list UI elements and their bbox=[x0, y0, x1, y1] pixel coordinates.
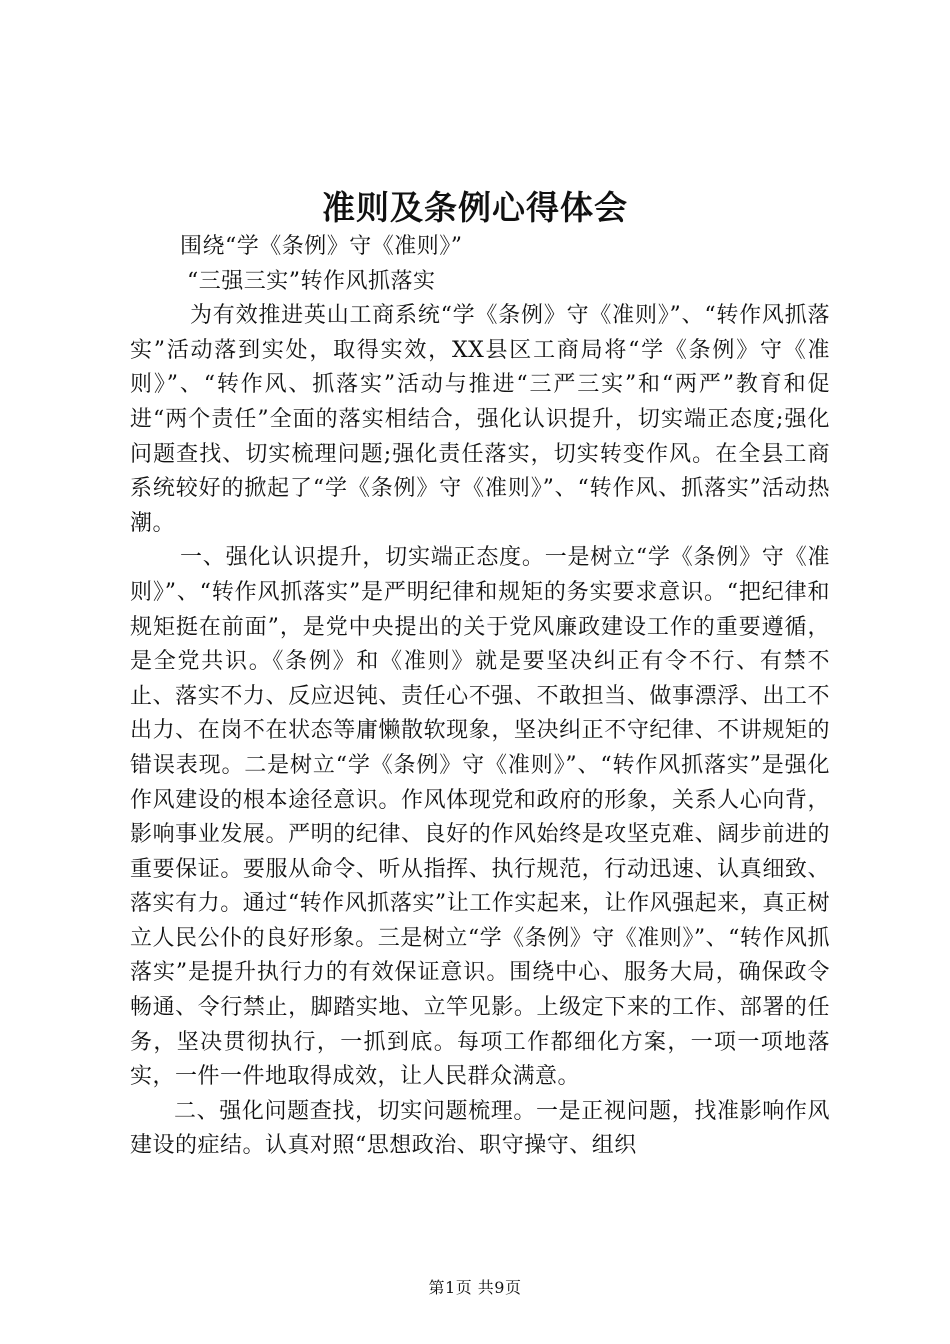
subtitle-line-1: 围绕“学《条例》守《准则》” bbox=[180, 234, 463, 259]
paragraph-intro: 为有效推进英山工商系统“学《条例》守《准则》”、“转作风抓落实”活动落到实处，取得实效，XX县区工商局将“学《条例》守《准则》”、“转作风、抓落实”活动与推进“三严三实”和“两严”教育和促进“两个责任”全面的落实相结合，强化认识提升，切实端正态度;强化问题查找、切实梳理问题;强化责任落实，切实转变作风。在全县工商系统较好的掀起了“学《条例》守《准则》”、“转作风、抓落实”活动热潮。 bbox=[130, 303, 830, 536]
paragraph-section-one: 一、强化认识提升，切实端正态度。一是树立“学《条例》守《准则》”、“转作风抓落实”是严明纪律和规矩的务实要求意识。“把纪律和规矩挺在前面”，是党中央提出的关于党风廉政建设工作的重要遵循，是全党共识。《条例》和《准则》就是要坚决纠正有令不行、有禁不止、落实不力、反应迟钝、责任心不强、不敢担当、做事漂浮、出工不出力、在岗不在状态等庸懒散软现象，坚决纠正不守纪律、不讲规矩的错误表现。二是树立“学《条例》守《准则》”、“转作风抓落实”是强化作风建设的根本途径意识。作风体现党和政府的形象，关系人心向背，影响事业发展。严明的纪律、良好的作风始终是攻坚克难、阔步前进的重要保证。要服从命令、听从指挥、执行规范，行动迅速、认真细致、落实有力。通过“转作风抓落实”让工作实起来，让作风强起来，真正树立人民公仆的良好形象。三是树立“学《条例》守《准则》”、“转作风抓落实”是提升执行力的有效保证意识。围绕中心、服务大局，确保政令畅通、令行禁止，脚踏实地、立竿见影。上级定下来的工作、部署的任务，坚决贯彻执行，一抓到底。每项工作都细化方案，一项一项地落实，一件一件地取得成效，让人民群众满意。 bbox=[130, 545, 830, 1090]
page-number-footer: 第1页 共9页 bbox=[428, 1278, 522, 1297]
paragraph-section-two: 二、强化问题查找，切实问题梳理。一是正视问题，找准影响作风建设的症结。认真对照“思想政治、职守操守、组织 bbox=[130, 1098, 830, 1159]
document-body bbox=[130, 230, 830, 1164]
document-title: 准则及条例心得体会 bbox=[322, 188, 628, 227]
subtitle-line-2: “三强三实”转作风抓落实 bbox=[187, 268, 436, 294]
